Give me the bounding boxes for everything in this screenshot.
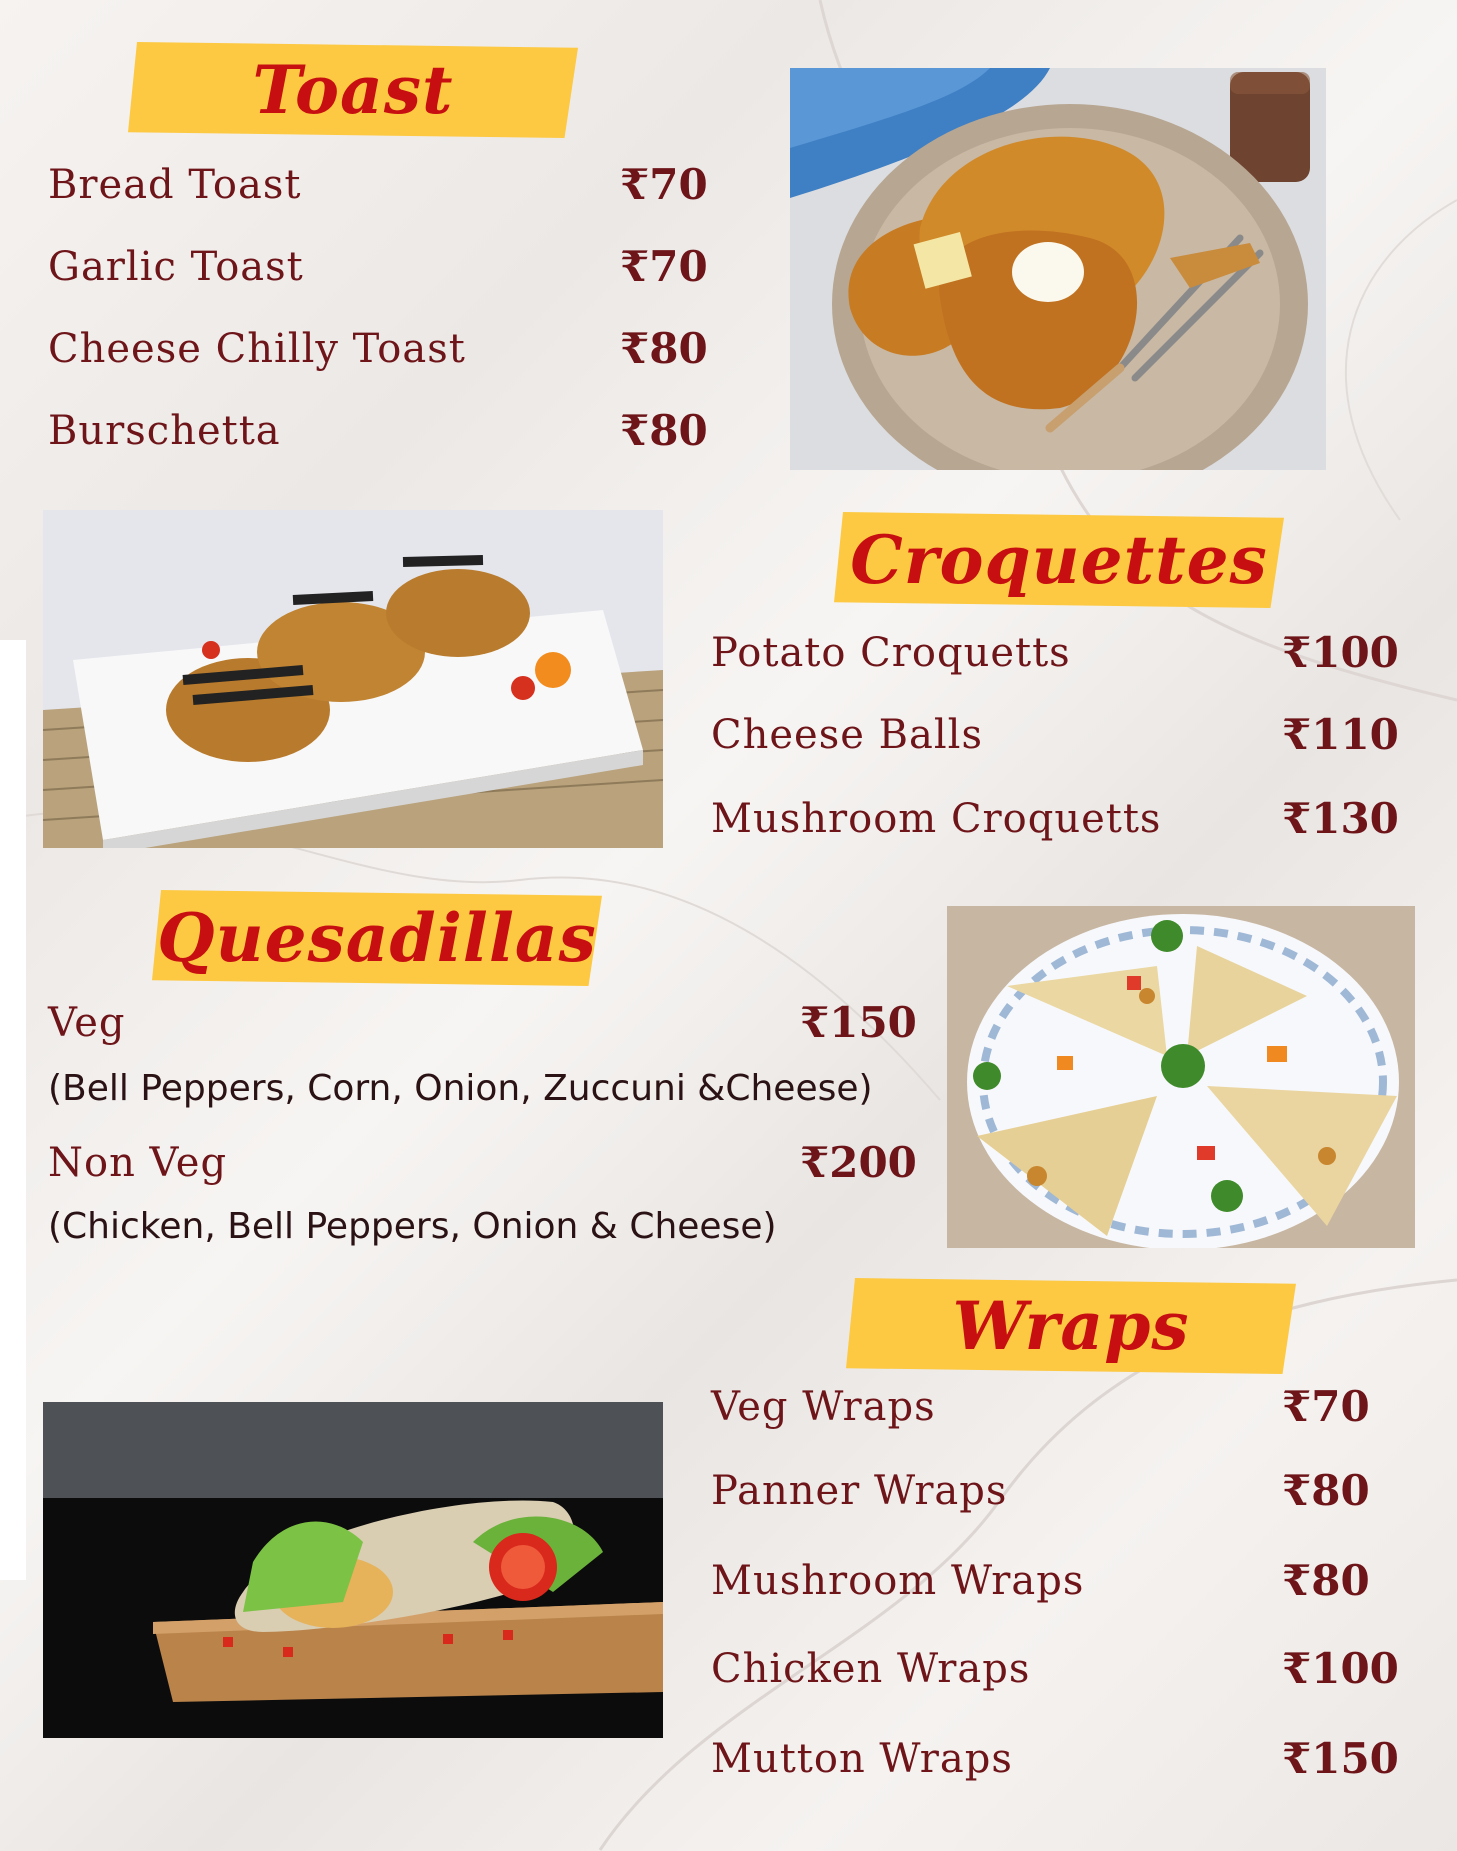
menu-item-name: Chicken Wraps	[711, 1646, 1031, 1692]
menu-item-name: Veg Wraps	[711, 1384, 936, 1430]
menu-item-price: ₹200	[800, 1138, 917, 1187]
section-title: Quesadillas	[157, 899, 597, 977]
menu-item-price: ₹100	[1282, 1644, 1399, 1693]
menu-item-price: ₹70	[620, 242, 708, 291]
menu-item-price: ₹110	[1282, 710, 1399, 759]
menu-item-name: Bread Toast	[48, 162, 302, 208]
section-title: Toast	[252, 51, 454, 129]
menu-item-name: Potato Croquetts	[711, 630, 1071, 676]
section-title: Croquettes	[850, 521, 1268, 599]
menu-item-price: ₹80	[620, 324, 708, 373]
croquettes-heading	[834, 512, 1284, 608]
menu-item-price: ₹80	[1282, 1466, 1370, 1515]
menu-item-name: Cheese Chilly Toast	[48, 326, 466, 372]
toast-heading	[128, 42, 578, 138]
menu-item-name: Mushroom Croquetts	[711, 796, 1162, 842]
section-title: Wraps	[952, 1287, 1190, 1365]
menu-item-name: Mushroom Wraps	[711, 1558, 1085, 1604]
menu-item-name: Panner Wraps	[711, 1468, 1008, 1514]
menu-item-description: (Bell Peppers, Corn, Onion, Zuccuni &Cheese)	[48, 1068, 873, 1109]
wrap-photo	[43, 1402, 663, 1738]
croquettes-photo	[43, 510, 663, 848]
wraps-heading	[846, 1278, 1296, 1374]
menu-item-description: (Chicken, Bell Peppers, Onion & Cheese)	[48, 1206, 777, 1247]
menu-item-price: ₹70	[620, 160, 708, 209]
menu-item-price: ₹80	[620, 406, 708, 455]
menu-item-name: Cheese Balls	[711, 712, 983, 758]
quesadillas-heading	[152, 890, 602, 986]
menu-item-price: ₹150	[800, 998, 917, 1047]
menu-item-price: ₹100	[1282, 628, 1399, 677]
french-toast-photo	[790, 68, 1326, 470]
menu-item-name: Burschetta	[48, 408, 281, 454]
menu-item-name: Garlic Toast	[48, 244, 304, 290]
menu-item-name: Mutton Wraps	[711, 1736, 1013, 1782]
menu-item-price: ₹80	[1282, 1556, 1370, 1605]
menu-item-price: ₹130	[1282, 794, 1399, 843]
quesadilla-photo	[947, 906, 1415, 1248]
menu-item-name: Non Veg	[48, 1140, 228, 1186]
menu-item-price: ₹150	[1282, 1734, 1399, 1783]
menu-item-name: Veg	[48, 1000, 126, 1046]
menu-item-price: ₹70	[1282, 1382, 1370, 1431]
